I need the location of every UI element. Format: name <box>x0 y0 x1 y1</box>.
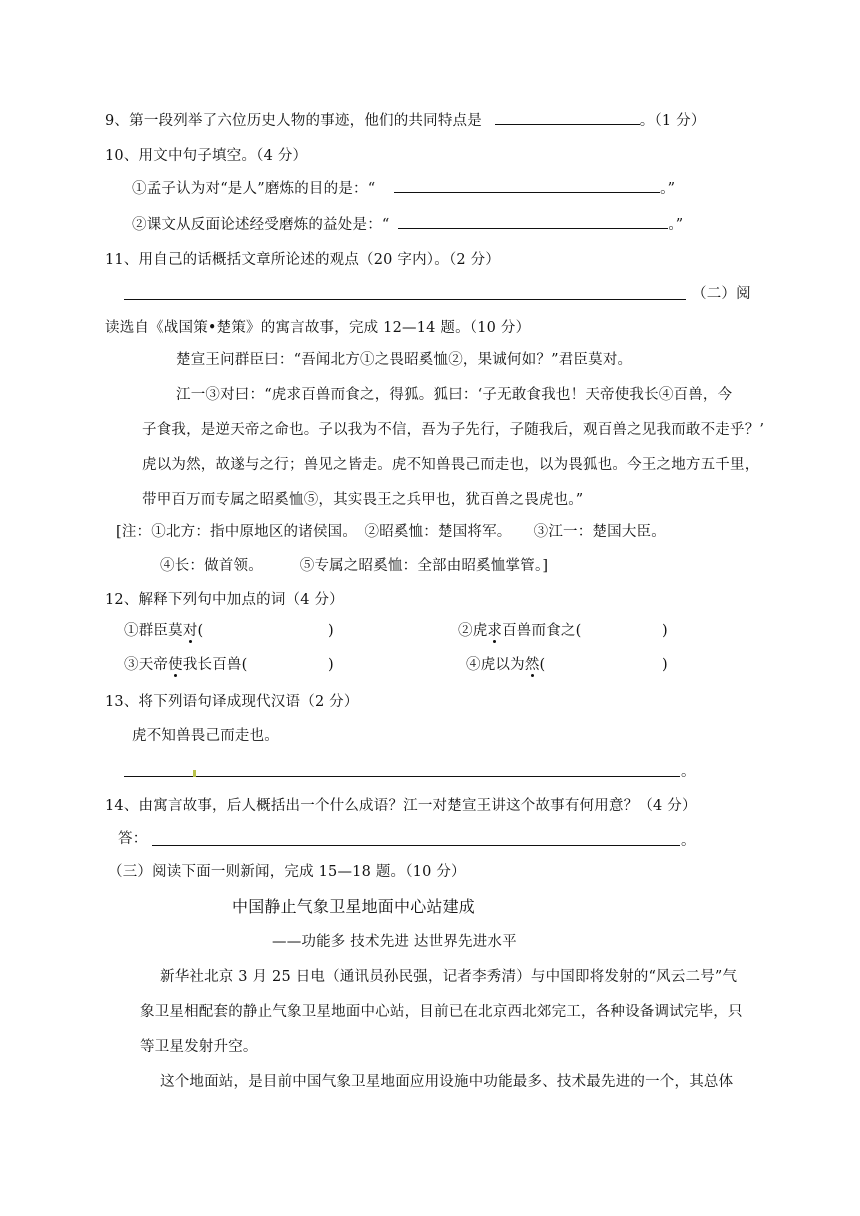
item-text: ③天帝 <box>124 657 169 673</box>
question-13-sentence: 虎不知兽畏己而走也。 <box>132 728 279 744</box>
news-paragraph-line: 象卫星相配套的静止气象卫星地面中心站，目前已在北京西北郊完工，各种设备调试完毕，只 <box>140 1004 743 1020</box>
open-paren: ( <box>197 623 204 639</box>
close-paren: ) <box>328 623 334 639</box>
question-10-item-1-text: ①孟子认为对“是人”磨炼的目的是：“ <box>132 181 376 197</box>
section-3-intro: （三）阅读下面一则新闻，完成 15—18 题。（10 分） <box>108 864 466 880</box>
dotted-word: 使 <box>168 657 183 673</box>
news-title: 中国静止气象卫星地面中心站建成 <box>232 897 476 916</box>
question-12-item-3 <box>124 655 247 675</box>
answer-blank[interactable] <box>394 178 660 193</box>
news-paragraph-line: 等卫星发射升空。 <box>140 1039 258 1055</box>
question-10-item-2-text: ②课文从反面论述经受磨炼的益处是：“ <box>132 217 390 233</box>
item-text: 我长百兽( <box>182 657 248 673</box>
section-2-intro: 读选自《战国策•楚策》的寓言故事，完成 12—14 题。（10 分） <box>105 320 531 336</box>
question-13: 13、将下列语句译成现代汉语（2 分） <box>105 694 359 710</box>
question-12-item-1 <box>124 621 203 641</box>
question-9-tail: 。（1 分） <box>639 113 706 129</box>
passage-line: 带甲百万而专属之昭奚恤⑤，其实畏王之兵甲也，犹百兽之畏虎也。” <box>142 492 584 508</box>
question-10: 10、用文中句子填空。（4 分） <box>105 148 308 164</box>
answer-blank[interactable] <box>495 110 640 125</box>
dotted-word: 求 <box>487 623 503 639</box>
answer-label: 答： <box>118 831 148 847</box>
answer-blank[interactable] <box>398 214 668 229</box>
period: 。 <box>681 833 696 849</box>
question-10-item-2 <box>132 214 683 235</box>
question-9 <box>105 110 706 131</box>
dotted-word: 然 <box>524 657 540 673</box>
close-paren: ) <box>662 623 668 639</box>
question-9-text: 9、第一段列举了六位历史人物的事迹，他们的共同特点是 <box>105 113 482 129</box>
close-paren: ) <box>662 657 668 673</box>
question-12-item-2 <box>458 621 581 641</box>
answer-line[interactable] <box>124 299 686 300</box>
item-text: ①群臣莫 <box>124 623 183 639</box>
item-text: ②虎 <box>458 623 488 639</box>
item-text: 百兽而食之( <box>502 623 582 639</box>
scan-mark <box>193 770 196 777</box>
closing-quote: 。” <box>668 217 684 233</box>
section-2-heading: （二）阅 <box>692 286 751 302</box>
news-paragraph-line: 这个地面站，是目前中国气象卫星地面应用设施中功能最多、技术最先进的一个，其总体 <box>160 1074 734 1090</box>
passage-line: 楚宣王问群臣曰：“吾闻北方①之畏昭奚恤②，果诚何如？”君臣莫对。 <box>176 352 633 368</box>
open-paren: ( <box>539 657 546 673</box>
question-11: 11、用自己的话概括文章所论述的观点（20 字内）。（2 分） <box>105 252 501 268</box>
dotted-word: 对 <box>182 623 198 639</box>
annotation-line: ④长：做首领。 ⑤专属之昭奚恤：全部由昭奚恤掌管。] <box>160 558 549 574</box>
close-paren: ) <box>328 657 334 673</box>
answer-line[interactable] <box>124 776 680 777</box>
question-10-item-1 <box>132 178 675 199</box>
news-paragraph-line: 新华社北京 3 月 25 日电（通讯员孙民强，记者李秀清）与中国即将发射的“风云二号”气 <box>160 969 738 985</box>
closing-quote: 。” <box>660 181 676 197</box>
annotation-line: [注：①北方：指中原地区的诸侯国。 ②昭奚恤：楚国将军。 ③江一：楚国大臣。 <box>116 524 666 540</box>
passage-line: 虎以为然，故遂与之行；兽见之皆走。虎不知兽畏己而走也，以为畏狐也。今王之地方五千里， <box>142 457 760 473</box>
question-12-item-4 <box>466 655 545 675</box>
item-text: ④虎以为 <box>466 657 525 673</box>
period: 。 <box>681 764 696 780</box>
answer-line[interactable] <box>152 845 680 846</box>
news-subtitle: ——功能多 技术先进 达世界先进水平 <box>272 934 517 950</box>
question-12: 12、解释下列句中加点的词（4 分） <box>105 592 344 608</box>
passage-line: 江一③对曰：“虎求百兽而食之，得狐。狐曰：‘子无敢食我也！天帝使我长④百兽，今 <box>176 387 733 403</box>
passage-line: 子食我，是逆天帝之命也。子以我为不信，吾为子先行，子随我后，观百兽之见我而敢不走乎？’ <box>142 422 765 438</box>
question-14: 14、由寓言故事，后人概括出一个什么成语？江一对楚宣王讲这个故事有何用意？（4 分） <box>105 798 697 814</box>
